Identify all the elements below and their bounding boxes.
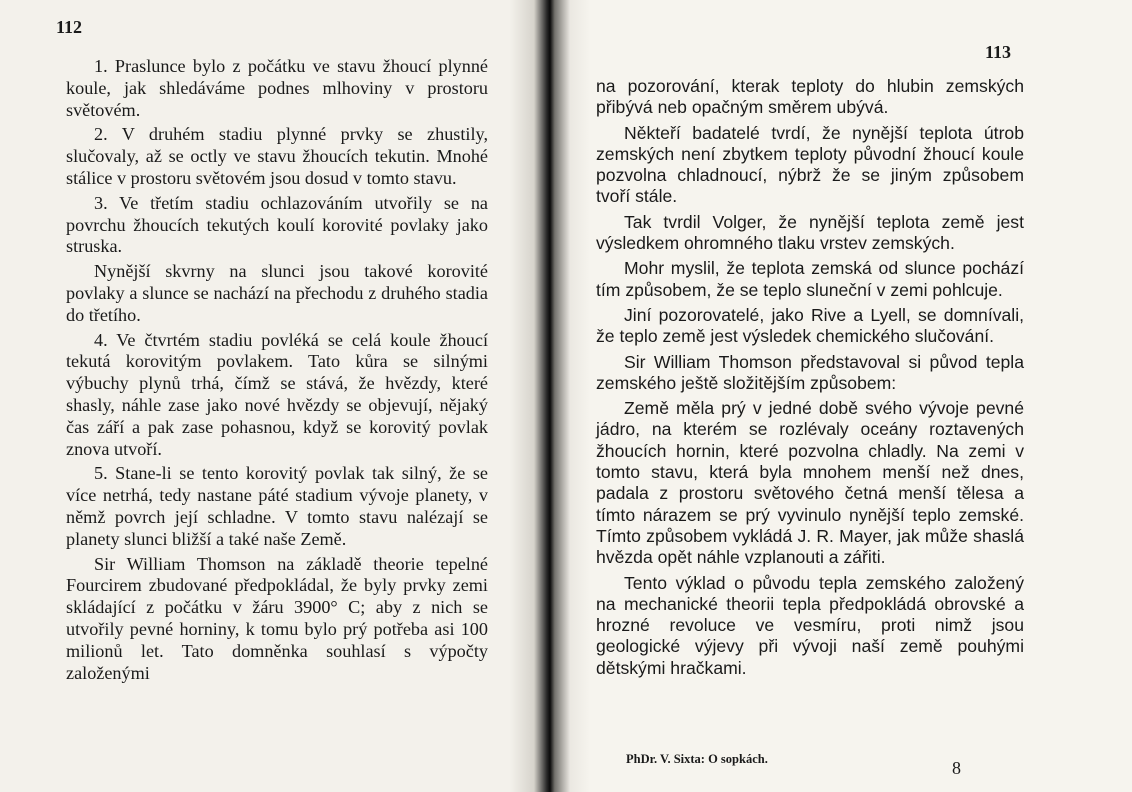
right-page-text xyxy=(596,76,1024,679)
left-paragraph: Nynější skvrny na slunci jsou takové korovité povlaky a slunce se nachází na přechodu z druhého stadia do třetího. xyxy=(66,261,488,325)
right-paragraph: Někteří badatelé tvrdí, že nynější teplota útrob zemských není zbytkem teploty původní žhoucí koule pozvolna chladnoucí, nýbrž že se jiným způsobem tvoří stále. xyxy=(596,122,1024,207)
left-paragraph: 5. Stane-li se tento korovitý povlak tak silný, že se více netrhá, tedy nastane páté stadium vývoje planety, v němž povrch její schladne. V tomto stavu nalézají se planety slunci bližší a také naše Země. xyxy=(66,463,488,549)
left-paragraph: 2. V druhém stadiu plynné prvky se zhustily, slučovaly, až se octly ve stavu žhoucích tekutin. Mnohé stálice v prostoru světovém jsou dosud v tomto stavu. xyxy=(66,124,488,188)
right-paragraph: Mohr myslil, že teplota zemská od slunce pochází tím způsobem, že se teplo sluneční v zemi pohlcuje. xyxy=(596,258,1024,300)
right-paragraph: Země měla prý v jedné době svého vývoje pevné jádro, na kterém se rozlévaly oceány roztavených žhoucích hornin, které pozvolna chladly. Na zemi v tomto stavu, která byla mnohem menší než dnes, padala z prostoru světového četná menší tělesa a tímto nárazem se prý vyvinulo nynější teplo zemské. Tímto způsobem vykládá J. R. Mayer, jak může shaslá hvězda opět náhle vzplanouti a zářiti. xyxy=(596,398,1024,568)
left-page-text xyxy=(66,56,488,684)
footer-sheet-number: 8 xyxy=(952,758,961,778)
book-gutter xyxy=(510,0,590,792)
right-paragraph: na pozorování, kterak teploty do hlubin zemských přibývá neb opačným směrem ubývá. xyxy=(596,76,1024,118)
right-page-number: 113 xyxy=(985,42,1012,62)
left-paragraph: 4. Ve čtvrtém stadiu povléká se celá koule žhoucí tekutá korovitým povlakem. Tato kůra se silnými výbuchy plynů trhá, čímž se stává, že hvězdy, které shasly, náhle zase jako nové hvězdy se objevují, nějaký čas září a pak zase pohasnou, když se korovitý povlak znova utvoří. xyxy=(66,329,488,459)
left-paragraph: 3. Ve třetím stadiu ochlazováním utvořily se na povrchu žhoucích tekutých koulí korovité povlaky jako struska. xyxy=(66,192,488,257)
left-paragraph: Sir William Thomson na základě theorie tepelné Fourcirem zbudované předpokládal, že byly prvky zemi skládající z počátku v žáru 3900° C; aby z nich se utvořily pevné horniny, k tomu bylo prý potřeba asi 100 milionů let. Tato domněnka souhlasí s výpočty založenými xyxy=(66,553,488,683)
right-paragraph: Sir William Thomson představoval si původ tepla zemského ještě složitějším způsobem: xyxy=(596,351,1024,393)
right-paragraph: Jiní pozorovatelé, jako Rive a Lyell, se domnívali, že teplo země jest výsledek chemického slučování. xyxy=(596,304,1024,347)
right-paragraph: Tak tvrdil Volger, že nynější teplota země jest výsledkem ohromného tlaku vrstev zemských. xyxy=(596,211,1024,254)
left-paragraph: 1. Praslunce bylo z počátku ve stavu žhoucí plynné koule, jak shledáváme podnes mlhoviny v prostoru světovém. xyxy=(66,56,488,120)
footer-signature: PhDr. V. Sixta: O sopkách. xyxy=(626,752,768,766)
left-page-number: 112 xyxy=(56,17,83,37)
right-paragraph: Tento výklad o původu tepla zemského založený na mechanické theorii tepla předpokládá obrovské a hrozné revoluce ve vesmíru, proti nimž jsou geologické výjevy při vývoji naší země pouhými dětskými hračkami. xyxy=(596,572,1024,678)
